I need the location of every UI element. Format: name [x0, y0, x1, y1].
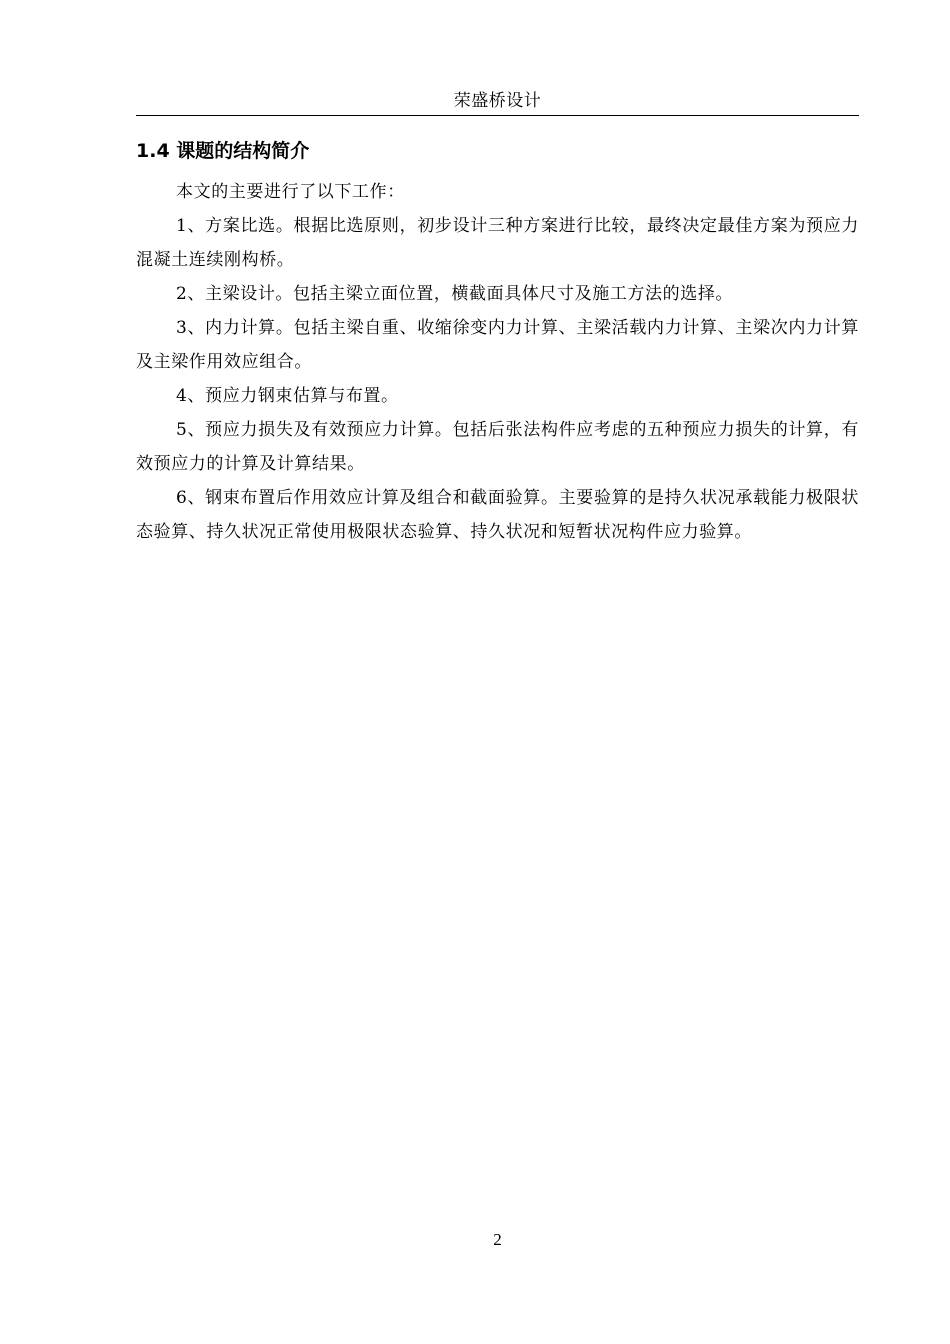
paragraph-item-1: 1、方案比选。根据比选原则，初步设计三种方案进行比较，最终决定最佳方案为预应力混凝土连续刚构桥。	[136, 216, 859, 270]
paragraph-item-3: 3、内力计算。包括主梁自重、收缩徐变内力计算、主梁活载内力计算、主梁次内力计算及主梁作用效应组合。	[136, 318, 859, 372]
paragraph-item-6: 6、钢束布置后作用效应计算及组合和截面验算。主要验算的是持久状况承载能力极限状态验算、持久状况正常使用极限状态验算、持久状况和短暂状况构件应力验算。	[136, 488, 859, 542]
running-header-title: 荣盛桥设计	[453, 91, 542, 111]
paragraph-intro: 本文的主要进行了以下工作：	[176, 182, 405, 202]
paragraph-item-5: 5、预应力损失及有效预应力计算。包括后张法构件应考虑的五种预应力损失的计算，有效预应力的计算及计算结果。	[136, 420, 859, 474]
paragraph-item-2: 2、主梁设计。包括主梁立面位置，横截面具体尺寸及施工方法的选择。	[176, 284, 734, 304]
paragraph-item-4: 4、预应力钢束估算与布置。	[176, 386, 399, 406]
page-number: 2	[493, 1230, 502, 1249]
section-body	[136, 175, 859, 549]
header-divider	[136, 115, 859, 116]
section-heading: 1.4 课题的结构简介	[136, 140, 310, 162]
